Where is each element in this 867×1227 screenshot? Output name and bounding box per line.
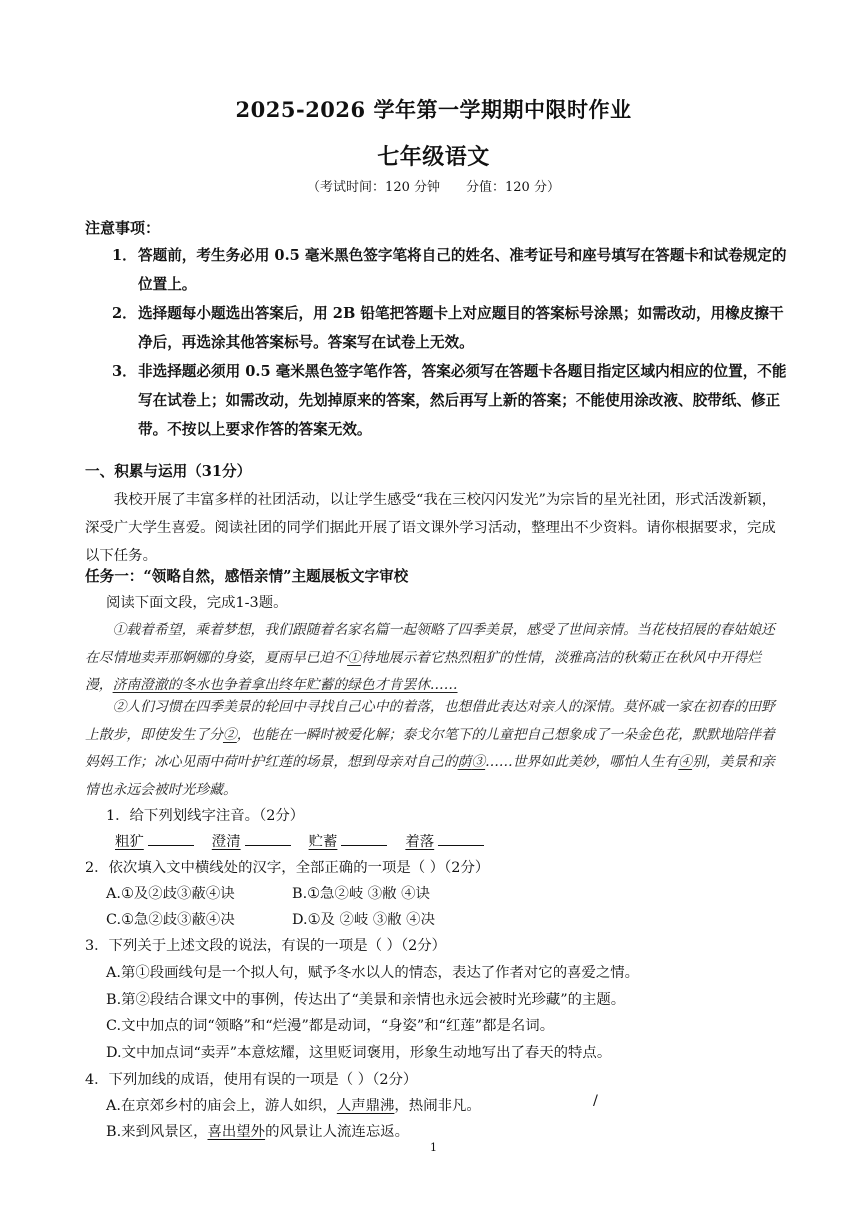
passage-paragraph-2 — [85, 694, 787, 804]
pinyin-word — [212, 830, 299, 851]
option-text: B.来到风景区， — [106, 1124, 208, 1140]
underlined-sentence: 济南澄澈的冬水也争着拿出终年贮蓄的绿色才肯罢休…… — [112, 677, 458, 693]
notice-list — [112, 241, 792, 444]
question-3-option-c: C.文中加点的词“领略”和“烂漫”都是动词，“身姿”和“红莲”都是名词。 — [106, 1018, 555, 1034]
notice-item-text: 非选择题必须用 0.5 毫米黑色签字笔作答，答案必须写在答题卡各题目指定区域内相应的位置，不能写在试卷上；如需改动，先划掉原来的答案，然后再写上新的答案；不能使用涂改液、胶带纸、修正带。不按以上要求作答的答案无效。 — [138, 363, 787, 438]
section-intro: 我校开展了丰富多样的社团活动，以让学生感受“我在三校闪闪发光”为宗旨的星光社团，形式活泼新颖，深受广大学生喜爱。阅读社团的同学们据此开展了语文课外学习活动，整理出不少资料。请你根据要求，完成以下任务。 — [85, 492, 777, 564]
blank-marker: ③ — [471, 754, 486, 770]
passage-paragraph-1 — [85, 617, 787, 700]
pinyin-word — [309, 830, 396, 851]
blank-marker: ② — [222, 726, 237, 743]
task-heading: 任务一：“领略自然，感悟亲情”主题展板文字审校 — [85, 568, 409, 585]
answer-blank[interactable] — [438, 831, 484, 846]
answer-blank[interactable] — [341, 831, 387, 846]
question-2-stem: 2．依次填入文中横线处的汉字，全部正确的一项是（ ）（2分） — [85, 860, 490, 876]
question-1-stem: 1．给下列划线字注音。（2分） — [106, 808, 305, 824]
notice-item — [112, 299, 792, 357]
word: 贮蓄 — [308, 834, 338, 850]
notice-item-number: 2． — [112, 305, 137, 322]
passage-text: ……世界如此美妙，哪怕人生有 — [485, 754, 679, 770]
question-3-stem: 3．下列关于上述文段的说法，有误的一项是（ ）（2分） — [85, 938, 447, 954]
question-2-option-b: B.①急②岐 ③敝 ④诀 — [292, 886, 430, 902]
exam-info: （考试时间：120 分钟 分值：120 分） — [307, 180, 560, 195]
notice-item-number: 1． — [112, 247, 137, 264]
option-text: 的风景让人流连忘返。 — [265, 1124, 409, 1140]
question-3-option-a: A.第①段画线句是一个拟人句，赋予冬水以人的情态，表达了作者对它的喜爱之情。 — [106, 965, 640, 981]
notice-item-text: 答题前，考生务必用 0.5 毫米黑色签字笔将自己的姓名、准考证号和座号填写在答题卡和试卷规定的位置上。 — [138, 247, 787, 293]
reading-instruction: 阅读下面文段，完成1-3题。 — [106, 595, 288, 611]
option-text: ，热闹非凡。 — [394, 1098, 481, 1114]
question-3-option-d: D.文中加点词“卖弄”本意炫耀，这里贬词褒用，形象生动地写出了春天的特点。 — [106, 1045, 612, 1061]
pinyin-word — [115, 830, 202, 851]
passage-text: ②人们习惯在四季美景的轮回中寻找自己心中的着落，也想借此表达对亲人的深情。莫怀戚一家在初春的田野上散步，即使发生了分 — [85, 699, 775, 743]
question-2-option-d: D.①及 ②岐 ③敝 ④决 — [292, 912, 435, 928]
notice-item-text: 选择题每小题选出答案后，用 2B 铅笔把答题卡上对应题目的答案标号涂黑；如需改动，用橡皮擦干净后，再选涂其他答案标号。答案写在试卷上无效。 — [138, 305, 784, 351]
blank-marker: ④ — [678, 754, 693, 770]
question-2-option-c: C.①急②歧③蔽④决 — [106, 912, 235, 928]
exam-subject: 七年级语文 — [377, 144, 490, 170]
word: 澄清 — [211, 834, 241, 850]
underlined-idiom: 喜出望外 — [207, 1124, 266, 1140]
blank-marker: ① — [347, 649, 361, 666]
notice-item — [112, 241, 792, 299]
underlined-idiom: 人声鼎沸 — [336, 1098, 395, 1114]
question-1-words — [115, 830, 492, 851]
question-4-option-a — [106, 1094, 481, 1115]
pinyin-word — [405, 830, 492, 851]
notice-heading: 注意事项： — [85, 219, 161, 237]
question-2-option-a: A.①及②歧③蔽④诀 — [106, 886, 235, 902]
page-number: 1 — [430, 1141, 437, 1154]
question-4-option-b — [106, 1120, 409, 1141]
word: 着落 — [405, 834, 435, 850]
question-4-stem: 4．下列加线的成语，使用有误的一项是（ ）（2分） — [85, 1072, 418, 1088]
underlined-char: 荫 — [457, 754, 472, 770]
stray-mark: / — [593, 1093, 598, 1109]
notice-item — [112, 357, 792, 444]
answer-blank[interactable] — [245, 831, 291, 846]
passage-text: ，也能在一瞬时被爱化解；泰戈尔笔下的儿童把自己想象成了一朵金色花，默默地陪伴着妈妈工作；冰心见雨中荷叶护红莲的场景，想到母亲对自己的 — [85, 726, 775, 770]
question-3-option-b: B.第②段结合课文中的事例，传达出了“美景和亲情也永远会被时光珍藏”的主题。 — [106, 992, 626, 1008]
option-text: A.在京郊乡村的庙会上，游人如织， — [106, 1098, 337, 1114]
answer-blank[interactable] — [148, 831, 194, 846]
section-heading: 一、积累与运用（31分） — [85, 463, 252, 480]
passage-text: ①载着希望，乘着梦想，我们跟随着名家名篇一起领略了四季美景，感受了世间亲情。当花枝招展的春姑娘还在尽情地卖弄那婀娜的身姿，夏雨早已迫不 — [85, 622, 775, 666]
passage-text: 待地展示着它热烈粗犷的性情，淡雅高洁的秋菊正在秋风中开得烂漫， — [85, 649, 762, 693]
notice-item-number: 3． — [112, 363, 137, 380]
passage-text: 别，美景和亲情也永远会被时光珍藏。 — [85, 754, 775, 798]
exam-title: 2025-2026 学年第一学期期中限时作业 — [235, 97, 632, 122]
word: 粗犷 — [115, 834, 144, 850]
